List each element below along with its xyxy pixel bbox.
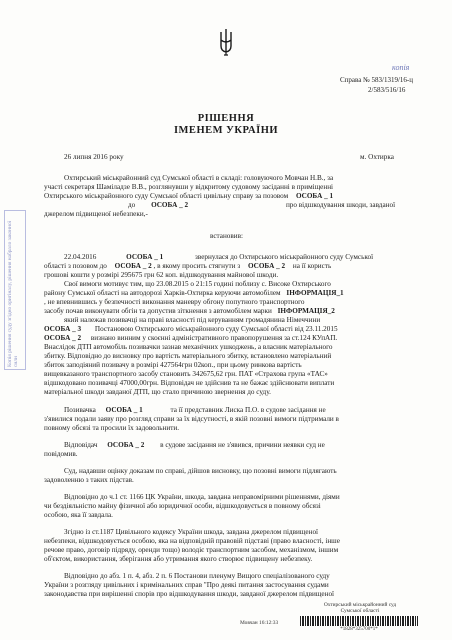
defendant-name: ОСОБА _ 2 — [151, 201, 189, 209]
intro-line — [44, 201, 395, 210]
paragraph-line: вищевказаного транспортного засобу становить 342675,62 грн. ПАТ «Страхова група «ТАС» — [44, 370, 328, 378]
document-title: РІШЕННЯ — [197, 113, 255, 124]
redacted-info: ІНФОРМАЦІЯ_1 — [286, 289, 344, 297]
paragraph-line: Внаслідок ДТП автомобіль позивачки зазнав механічних ушкоджень, а власник матеріального — [44, 343, 333, 351]
decision-city: м. Охтирка — [360, 153, 394, 161]
intro-text: про відшкодування шкоди, завданої — [285, 201, 396, 209]
paragraph-line: який належав позивачці на праві власності під керуванням громадянина Німеччини — [64, 316, 321, 324]
paragraph-line — [64, 441, 325, 450]
paragraph-text: засобу почав виконувати обгін та допустив зіткнення з автомобілем марки — [44, 307, 272, 315]
paragraph-line — [44, 325, 338, 334]
defendant-name: ОСОБА _ 2 — [114, 262, 152, 270]
plaintiff-name: ОСОБА _ 1 — [295, 192, 334, 200]
intro-line — [44, 192, 333, 201]
paragraph-line — [64, 406, 326, 415]
court-region: Сумської області — [340, 608, 380, 615]
paragraph-line — [44, 262, 331, 271]
intro-line: участі секретаря Шамiладзе В.В., розглянувши у відкритому судовому засіданні в приміщенні — [44, 183, 334, 191]
plaintiff-name: ОСОБА _ 1 — [105, 406, 143, 414]
paragraph-text: та її представник Лиска П.О. в судове засідання не — [170, 406, 326, 414]
paragraph-line: збиток заподіяний позивачу в розмірі 427564грн 02коп., при цьому ринкова вартість — [44, 361, 302, 369]
paragraph-line: Відповідно до ч.1 ст. 1166 ЦК України, шкода, завдана неправомірними рішеннями, діями — [64, 493, 340, 501]
paragraph-text: , в якому просить стягнути з — [153, 262, 241, 270]
court-footer-stamp — [300, 602, 420, 614]
paragraph-text: визнано винним у скоєнні адміністративного правопорушення за ст.124 КУпАП. — [90, 334, 338, 342]
paragraph-line — [44, 307, 335, 316]
paragraph-line: України з розгляду цивільних і кримінальних справ "Про деякі питання застосування судами — [44, 581, 329, 589]
paragraph-line: Суд, надавши оцінку доказам по справі, дійшов висновку, що позовні вимоги підлягають — [64, 467, 337, 475]
paragraph-text: району Сумської області на автодорозі Харків-Охтирка керуючи автомобілем — [44, 289, 281, 297]
paragraph-line: з'явилися подали заяву про розгляд справи за їх відсутності, в якій позовні вимоги підтримали в — [44, 415, 339, 423]
paragraph-text: в судове засідання не з'явився, причини неявки суд не — [160, 441, 325, 449]
paragraph-line — [44, 289, 344, 298]
paragraph-line: грошові кошти у розмірі 295675 грн 62 коп. відшкодування майнової шкоди. — [44, 271, 279, 279]
paragraph-text: звернулася до Охтирського міськрайонного суду Сумської — [195, 253, 374, 261]
paragraph-text: Відповідач — [64, 441, 98, 449]
paragraph-text: області з позовом до — [44, 262, 107, 270]
court-name: Охтирський міськрайонний суд — [323, 602, 397, 608]
barcode — [300, 616, 418, 626]
paragraph-line: законодавства при вирішенні спорів про відшкодування шкоди, завданої джерелом підвищеної — [44, 590, 335, 598]
copy-certification-stamp: Копія рішення суду згідно оригіналу, рішення набрало законної сили — [4, 210, 26, 370]
defendant-name: ОСОБА _ 2 — [44, 334, 82, 342]
paragraph-line: повідомив. — [44, 450, 78, 458]
trident-emblem-icon — [218, 28, 234, 56]
text-date: 22.04.2016 — [64, 253, 97, 261]
intro-text: до — [128, 201, 136, 209]
intro-line: Охтирський міськрайонний суд Сумської області в складі: головуючого Мовчан Н.В., за — [64, 174, 334, 182]
barcode-number: *1828*325700*1* — [340, 627, 378, 632]
defendant-name: ОСОБА _ 2 — [247, 262, 286, 270]
redacted-info: ІНФОРМАЦІЯ_2 — [277, 307, 335, 315]
intro-text: Охтирського міськрайонного суду Сумської області цивільну справу за позовом — [44, 192, 289, 200]
paragraph-line: відшкодовано позивачці 47000,00грн. Відповідач не здійснив та не бажає здійснювати виплати — [44, 379, 335, 387]
case-number-secondary: 2/583/516/16 — [368, 86, 406, 94]
paragraph-line: задоволенню з таких підстав. — [44, 476, 134, 484]
paragraph-line — [44, 334, 337, 343]
paragraph-line — [64, 253, 373, 262]
paragraph-line: небезпеки, відшкодовується особою, яка на відповідній правовій підставі (право власності, інше — [44, 537, 340, 545]
paragraph-line: Свої вимоги мотивує тим, що 23.08.2015 о 21:15 годині поблизу с. Високе Охтирського — [64, 280, 331, 288]
paragraph-line: повному обсязі та просили їх задовольнити. — [44, 424, 180, 432]
document-subtitle: ІМЕНЕМ УКРАЇНИ — [173, 125, 279, 136]
paragraph-line: збитку. Відповідно до висновку про вартість матеріального збитку, встановлено матеріальний — [44, 352, 332, 360]
decision-date: 26 липня 2016 року — [64, 153, 124, 161]
paragraph-line: особою, яка її завдала. — [44, 511, 113, 519]
paragraph-line: Згідно із ст.1187 Цивільного кодексу України шкода, завдана джерелом підвищеної — [64, 528, 319, 536]
paragraph-text: Постановою Охтирського міськрайонного суду Сумської області від 23.11.2015 — [94, 325, 338, 333]
paragraph-line: матеріальної шкоди завданої ДТП, що стало причиною звернення до суду. — [44, 388, 271, 396]
paragraph-line: Відповідно до абз. 1 п. 4, абз. 2 п. 6 Постанови пленуму Вищого спеціалізованого суду — [64, 572, 330, 580]
paragraph-text: Позивачка — [64, 406, 96, 414]
case-number: Справа № 583/1319/16-ц — [340, 76, 413, 84]
third-party-name: ОСОБА _ 3 — [44, 325, 82, 333]
paragraph-text: на її користь — [292, 262, 332, 270]
document-id: Мовчан 16:12:33 — [240, 620, 279, 626]
plaintiff-name: ОСОБА _ 1 — [126, 253, 164, 261]
paragraph-line: , не впевнившись у безпечності виконання маневру обгону попутного транспортного — [44, 298, 305, 306]
paragraph-line: чи бездіяльністю майну фізичної або юридичної особи, відшкодовується в повному обсязі — [44, 502, 321, 510]
defendant-name: ОСОБА _ 2 — [107, 441, 145, 449]
intro-line: джерелом підвищеної небезпеки,- — [44, 210, 148, 218]
established-heading: встановив: — [210, 232, 244, 240]
paragraph-line: об'єктом, використання, зберігання або утримання якого створює підвищену небезпеку. — [44, 555, 313, 563]
handwritten-copy-note: копія — [392, 63, 410, 72]
paragraph-line: речове право, договір підряду, оренди тощо) володіє транспортним засобом, механізмом, іншим — [44, 546, 339, 554]
